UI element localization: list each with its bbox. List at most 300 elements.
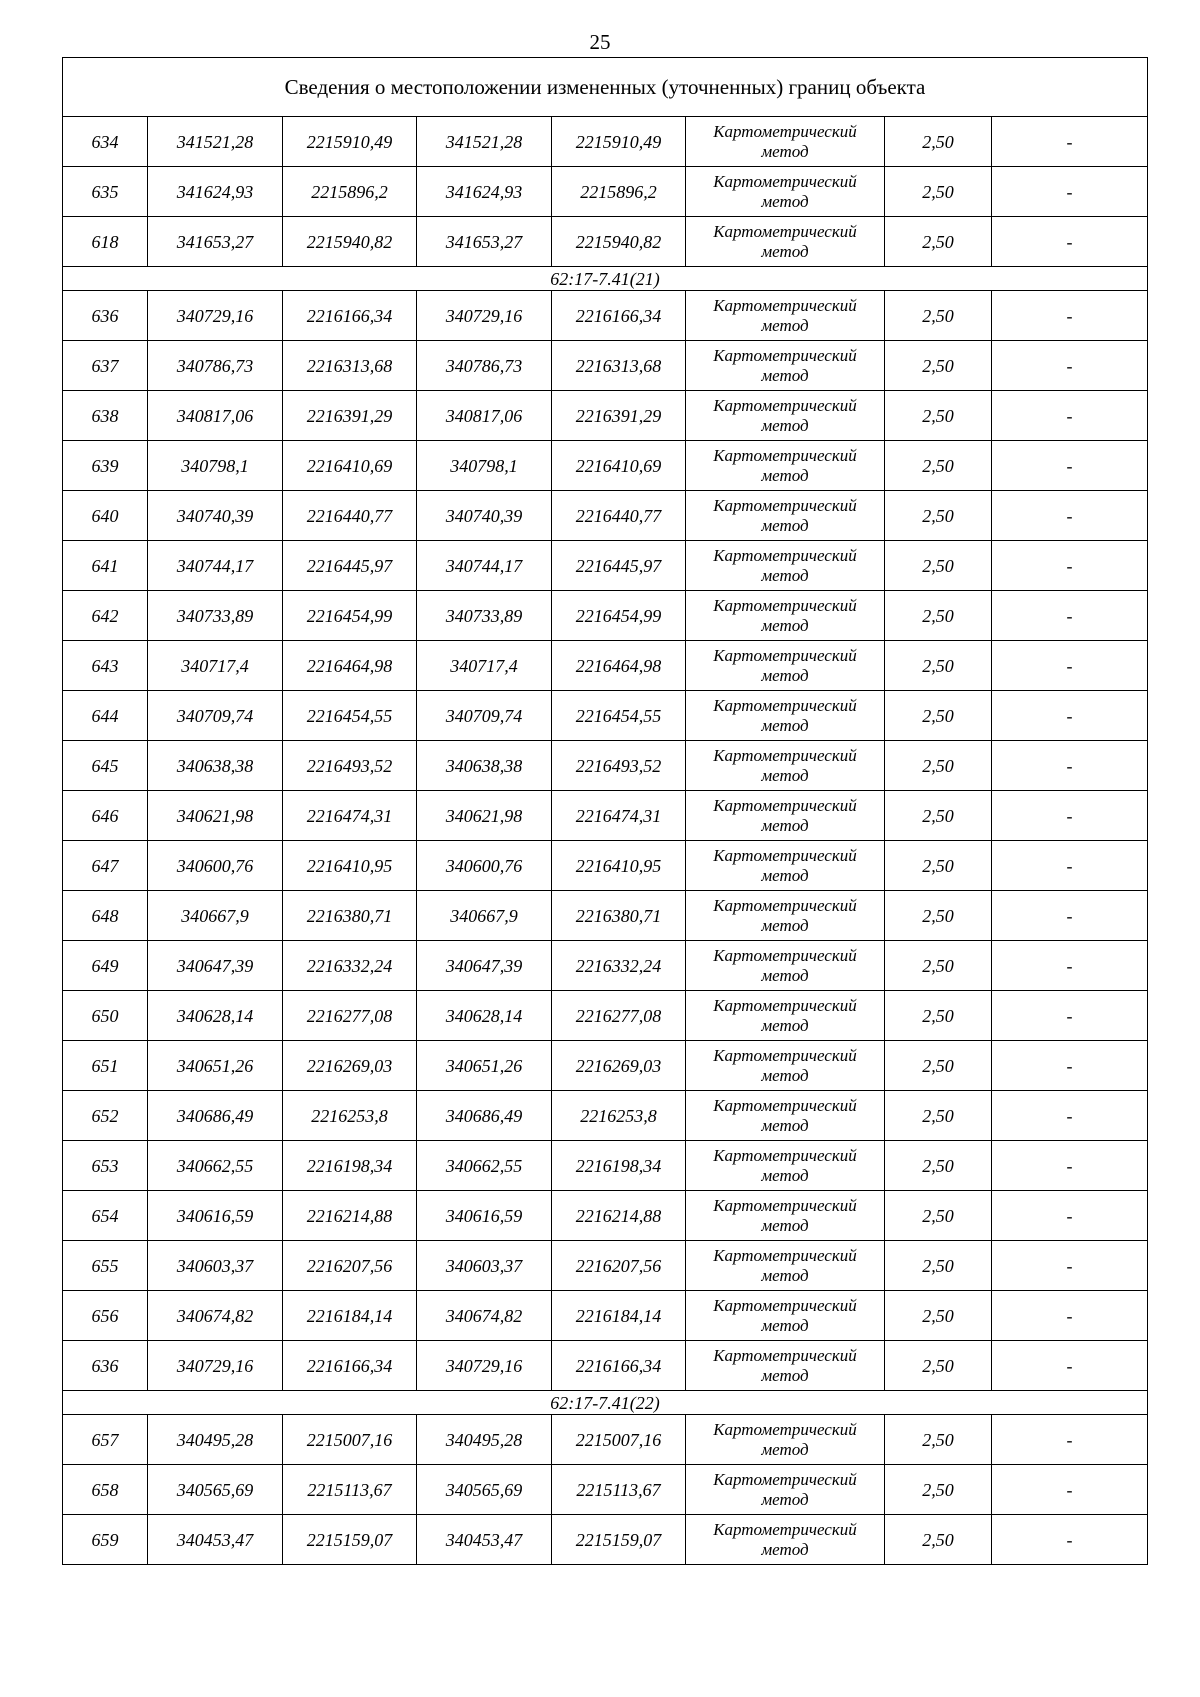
method-cell: [686, 1291, 885, 1341]
method-line-2: метод: [761, 665, 809, 685]
method-line-1: Картометрический: [713, 945, 857, 965]
method-line-1: Картометрический: [713, 845, 857, 865]
table-row: [63, 1465, 1148, 1515]
method-cell: [686, 1241, 885, 1291]
table-row: [63, 1341, 1148, 1391]
y-new-cell: 2216184,14: [552, 1291, 686, 1341]
x-new-cell: 340662,55: [417, 1141, 552, 1191]
y-old-cell: 2216253,8: [283, 1091, 417, 1141]
y-old-cell: 2216198,34: [283, 1141, 417, 1191]
method-line-1: Картометрический: [713, 295, 857, 315]
y-new-cell: 2216493,52: [552, 741, 686, 791]
x-old-cell: 340600,76: [148, 841, 283, 891]
y-old-cell: 2215113,67: [283, 1465, 417, 1515]
table-row: [63, 1191, 1148, 1241]
method-cell: [686, 691, 885, 741]
y-new-cell: 2215159,07: [552, 1515, 686, 1565]
x-old-cell: 340621,98: [148, 791, 283, 841]
table-row: [63, 991, 1148, 1041]
description-cell: -: [992, 1041, 1148, 1091]
accuracy-cell: 2,50: [885, 1041, 992, 1091]
table-row: [63, 1415, 1148, 1465]
y-new-cell: 2216445,97: [552, 541, 686, 591]
point-number-cell: 649: [63, 941, 148, 991]
table-row: [63, 117, 1148, 167]
accuracy-cell: 2,50: [885, 1341, 992, 1391]
method-cell: [686, 1091, 885, 1141]
point-number-cell: 648: [63, 891, 148, 941]
accuracy-cell: 2,50: [885, 691, 992, 741]
point-number-cell: 635: [63, 167, 148, 217]
method-line-2: метод: [761, 565, 809, 585]
method-line-1: Картометрический: [713, 595, 857, 615]
description-cell: -: [992, 1091, 1148, 1141]
x-old-cell: 340638,38: [148, 741, 283, 791]
description-cell: -: [992, 841, 1148, 891]
description-cell: -: [992, 591, 1148, 641]
method-line-2: метод: [761, 1165, 809, 1185]
x-old-cell: 340786,73: [148, 341, 283, 391]
y-new-cell: 2216313,68: [552, 341, 686, 391]
table-row: [63, 1515, 1148, 1565]
description-cell: -: [992, 1415, 1148, 1465]
y-old-cell: 2216410,69: [283, 441, 417, 491]
method-line-1: Картометрический: [713, 545, 857, 565]
method-cell: [686, 941, 885, 991]
method-line-2: метод: [761, 1365, 809, 1385]
x-new-cell: 340600,76: [417, 841, 552, 891]
x-old-cell: 340453,47: [148, 1515, 283, 1565]
y-new-cell: 2216253,8: [552, 1091, 686, 1141]
y-old-cell: 2216454,55: [283, 691, 417, 741]
method-line-1: Картометрический: [713, 895, 857, 915]
x-new-cell: 340603,37: [417, 1241, 552, 1291]
method-line-1: Картометрический: [713, 1469, 857, 1489]
description-cell: -: [992, 441, 1148, 491]
method-line-1: Картометрический: [713, 1245, 857, 1265]
description-cell: -: [992, 1291, 1148, 1341]
description-cell: -: [992, 167, 1148, 217]
method-line-1: Картометрический: [713, 645, 857, 665]
x-new-cell: 340674,82: [417, 1291, 552, 1341]
x-old-cell: 340603,37: [148, 1241, 283, 1291]
table-row: [63, 291, 1148, 341]
table-row: [63, 541, 1148, 591]
x-new-cell: 340717,4: [417, 641, 552, 691]
method-cell: [686, 1041, 885, 1091]
table-row: [63, 167, 1148, 217]
y-new-cell: 2216207,56: [552, 1241, 686, 1291]
y-old-cell: 2216391,29: [283, 391, 417, 441]
accuracy-cell: 2,50: [885, 791, 992, 841]
accuracy-cell: 2,50: [885, 1415, 992, 1465]
method-cell: [686, 391, 885, 441]
method-line-2: метод: [761, 815, 809, 835]
x-old-cell: 340733,89: [148, 591, 283, 641]
y-new-cell: 2216440,77: [552, 491, 686, 541]
table-row: [63, 1141, 1148, 1191]
point-number-cell: 636: [63, 1341, 148, 1391]
x-old-cell: 340651,26: [148, 1041, 283, 1091]
table-row: [63, 1041, 1148, 1091]
y-old-cell: 2216313,68: [283, 341, 417, 391]
point-number-cell: 655: [63, 1241, 148, 1291]
x-new-cell: 341624,93: [417, 167, 552, 217]
method-line-1: Картометрический: [713, 1519, 857, 1539]
x-old-cell: 340628,14: [148, 991, 283, 1041]
x-old-cell: 340729,16: [148, 291, 283, 341]
y-new-cell: 2216454,55: [552, 691, 686, 741]
y-old-cell: 2215910,49: [283, 117, 417, 167]
y-new-cell: 2216454,99: [552, 591, 686, 641]
method-line-2: метод: [761, 965, 809, 985]
accuracy-cell: 2,50: [885, 991, 992, 1041]
method-line-2: метод: [761, 1315, 809, 1335]
table-row: [63, 741, 1148, 791]
y-old-cell: 2216166,34: [283, 291, 417, 341]
y-new-cell: 2215896,2: [552, 167, 686, 217]
point-number-cell: 651: [63, 1041, 148, 1091]
description-cell: -: [992, 1341, 1148, 1391]
point-number-cell: 618: [63, 217, 148, 267]
method-line-2: метод: [761, 1215, 809, 1235]
method-cell: [686, 791, 885, 841]
method-cell: [686, 491, 885, 541]
method-line-1: Картометрический: [713, 395, 857, 415]
table-row: [63, 691, 1148, 741]
section-header-row: [63, 1391, 1148, 1415]
section-label: 62:17-7.41(22): [63, 1391, 1148, 1415]
y-old-cell: 2216380,71: [283, 891, 417, 941]
method-line-2: метод: [761, 315, 809, 335]
y-new-cell: 2216269,03: [552, 1041, 686, 1091]
x-new-cell: 340495,28: [417, 1415, 552, 1465]
y-old-cell: 2216454,99: [283, 591, 417, 641]
method-line-1: Картометрический: [713, 745, 857, 765]
y-old-cell: 2216440,77: [283, 491, 417, 541]
method-line-2: метод: [761, 715, 809, 735]
x-old-cell: 340616,59: [148, 1191, 283, 1241]
point-number-cell: 637: [63, 341, 148, 391]
method-line-1: Картометрический: [713, 1095, 857, 1115]
y-old-cell: 2216207,56: [283, 1241, 417, 1291]
point-number-cell: 650: [63, 991, 148, 1041]
x-old-cell: 340798,1: [148, 441, 283, 491]
y-new-cell: 2215113,67: [552, 1465, 686, 1515]
y-new-cell: 2216166,34: [552, 291, 686, 341]
x-new-cell: 340817,06: [417, 391, 552, 441]
y-old-cell: 2215159,07: [283, 1515, 417, 1565]
method-cell: [686, 1415, 885, 1465]
method-cell: [686, 991, 885, 1041]
method-line-1: Картометрический: [713, 1345, 857, 1365]
method-line-2: метод: [761, 1489, 809, 1509]
x-old-cell: 340729,16: [148, 1341, 283, 1391]
table-row: [63, 591, 1148, 641]
y-old-cell: 2216166,34: [283, 1341, 417, 1391]
accuracy-cell: 2,50: [885, 167, 992, 217]
y-old-cell: 2216269,03: [283, 1041, 417, 1091]
section-label: 62:17-7.41(21): [63, 267, 1148, 291]
method-cell: [686, 591, 885, 641]
accuracy-cell: 2,50: [885, 441, 992, 491]
point-number-cell: 643: [63, 641, 148, 691]
description-cell: -: [992, 891, 1148, 941]
description-cell: -: [992, 391, 1148, 441]
table-row: [63, 1241, 1148, 1291]
method-line-2: метод: [761, 1439, 809, 1459]
method-line-1: Картометрический: [713, 1195, 857, 1215]
y-old-cell: 2216493,52: [283, 741, 417, 791]
accuracy-cell: 2,50: [885, 541, 992, 591]
point-number-cell: 645: [63, 741, 148, 791]
accuracy-cell: 2,50: [885, 217, 992, 267]
y-new-cell: 2216214,88: [552, 1191, 686, 1241]
y-old-cell: 2216445,97: [283, 541, 417, 591]
method-line-2: метод: [761, 615, 809, 635]
x-old-cell: 340817,06: [148, 391, 283, 441]
y-old-cell: 2216214,88: [283, 1191, 417, 1241]
x-new-cell: 340740,39: [417, 491, 552, 541]
x-new-cell: 340729,16: [417, 291, 552, 341]
y-new-cell: 2215940,82: [552, 217, 686, 267]
x-new-cell: 340733,89: [417, 591, 552, 641]
method-cell: [686, 167, 885, 217]
x-new-cell: 340709,74: [417, 691, 552, 741]
method-cell: [686, 117, 885, 167]
table-row: [63, 1291, 1148, 1341]
method-cell: [686, 341, 885, 391]
method-cell: [686, 1141, 885, 1191]
accuracy-cell: 2,50: [885, 891, 992, 941]
accuracy-cell: 2,50: [885, 1191, 992, 1241]
method-cell: [686, 217, 885, 267]
description-cell: -: [992, 691, 1148, 741]
method-cell: [686, 891, 885, 941]
method-line-2: метод: [761, 191, 809, 211]
table-row: [63, 641, 1148, 691]
method-line-2: метод: [761, 365, 809, 385]
table-row: [63, 441, 1148, 491]
method-line-1: Картометрический: [713, 1419, 857, 1439]
description-cell: -: [992, 1515, 1148, 1565]
x-old-cell: 340647,39: [148, 941, 283, 991]
x-new-cell: 340638,38: [417, 741, 552, 791]
y-new-cell: 2216410,95: [552, 841, 686, 891]
method-line-2: метод: [761, 141, 809, 161]
accuracy-cell: 2,50: [885, 1241, 992, 1291]
coordinates-table: [62, 57, 1148, 1565]
point-number-cell: 641: [63, 541, 148, 591]
y-new-cell: 2215007,16: [552, 1415, 686, 1465]
method-cell: [686, 441, 885, 491]
accuracy-cell: 2,50: [885, 591, 992, 641]
method-cell: [686, 1515, 885, 1565]
y-old-cell: 2216332,24: [283, 941, 417, 991]
method-line-1: Картометрический: [713, 1045, 857, 1065]
description-cell: -: [992, 291, 1148, 341]
method-line-1: Картометрический: [713, 121, 857, 141]
point-number-cell: 657: [63, 1415, 148, 1465]
method-line-1: Картометрический: [713, 171, 857, 191]
description-cell: -: [992, 341, 1148, 391]
method-line-2: метод: [761, 1539, 809, 1559]
method-line-2: метод: [761, 865, 809, 885]
table-row: [63, 341, 1148, 391]
table-row: [63, 841, 1148, 891]
point-number-cell: 659: [63, 1515, 148, 1565]
point-number-cell: 642: [63, 591, 148, 641]
y-new-cell: 2216410,69: [552, 441, 686, 491]
method-line-2: метод: [761, 515, 809, 535]
y-old-cell: 2216277,08: [283, 991, 417, 1041]
method-cell: [686, 1465, 885, 1515]
y-old-cell: 2216184,14: [283, 1291, 417, 1341]
point-number-cell: 647: [63, 841, 148, 891]
point-number-cell: 639: [63, 441, 148, 491]
description-cell: -: [992, 741, 1148, 791]
y-new-cell: 2216277,08: [552, 991, 686, 1041]
table-row: [63, 1091, 1148, 1141]
accuracy-cell: 2,50: [885, 1291, 992, 1341]
x-old-cell: 340744,17: [148, 541, 283, 591]
point-number-cell: 636: [63, 291, 148, 341]
x-new-cell: 340616,59: [417, 1191, 552, 1241]
table-row: [63, 941, 1148, 991]
method-line-1: Картометрический: [713, 445, 857, 465]
x-new-cell: 340744,17: [417, 541, 552, 591]
x-new-cell: 340621,98: [417, 791, 552, 841]
accuracy-cell: 2,50: [885, 1465, 992, 1515]
x-new-cell: 340628,14: [417, 991, 552, 1041]
point-number-cell: 640: [63, 491, 148, 541]
x-old-cell: 340709,74: [148, 691, 283, 741]
method-cell: [686, 741, 885, 791]
accuracy-cell: 2,50: [885, 641, 992, 691]
x-old-cell: 341653,27: [148, 217, 283, 267]
point-number-cell: 646: [63, 791, 148, 841]
table-row: [63, 891, 1148, 941]
x-old-cell: 340565,69: [148, 1465, 283, 1515]
x-new-cell: 340453,47: [417, 1515, 552, 1565]
x-new-cell: 340798,1: [417, 441, 552, 491]
method-cell: [686, 1191, 885, 1241]
description-cell: -: [992, 1141, 1148, 1191]
description-cell: -: [992, 1241, 1148, 1291]
x-new-cell: 340647,39: [417, 941, 552, 991]
y-new-cell: 2215910,49: [552, 117, 686, 167]
y-new-cell: 2216198,34: [552, 1141, 686, 1191]
method-line-1: Картометрический: [713, 995, 857, 1015]
description-cell: -: [992, 791, 1148, 841]
x-new-cell: 340686,49: [417, 1091, 552, 1141]
table-title-row: [63, 58, 1148, 117]
description-cell: -: [992, 1191, 1148, 1241]
accuracy-cell: 2,50: [885, 741, 992, 791]
table-row: [63, 791, 1148, 841]
x-old-cell: 340662,55: [148, 1141, 283, 1191]
point-number-cell: 644: [63, 691, 148, 741]
table-row: [63, 391, 1148, 441]
method-line-1: Картометрический: [713, 221, 857, 241]
section-header-row: [63, 267, 1148, 291]
method-line-1: Картометрический: [713, 1145, 857, 1165]
accuracy-cell: 2,50: [885, 391, 992, 441]
x-new-cell: 341653,27: [417, 217, 552, 267]
accuracy-cell: 2,50: [885, 291, 992, 341]
description-cell: -: [992, 991, 1148, 1041]
description-cell: -: [992, 541, 1148, 591]
method-line-1: Картометрический: [713, 795, 857, 815]
accuracy-cell: 2,50: [885, 1515, 992, 1565]
y-new-cell: 2216332,24: [552, 941, 686, 991]
description-cell: -: [992, 941, 1148, 991]
accuracy-cell: 2,50: [885, 341, 992, 391]
x-new-cell: 340729,16: [417, 1341, 552, 1391]
y-old-cell: 2216464,98: [283, 641, 417, 691]
point-number-cell: 652: [63, 1091, 148, 1141]
x-old-cell: 341624,93: [148, 167, 283, 217]
point-number-cell: 638: [63, 391, 148, 441]
x-old-cell: 340495,28: [148, 1415, 283, 1465]
method-cell: [686, 541, 885, 591]
y-new-cell: 2216474,31: [552, 791, 686, 841]
point-number-cell: 653: [63, 1141, 148, 1191]
method-line-2: метод: [761, 915, 809, 935]
x-new-cell: 340565,69: [417, 1465, 552, 1515]
method-line-2: метод: [761, 1115, 809, 1135]
y-old-cell: 2216474,31: [283, 791, 417, 841]
x-new-cell: 341521,28: [417, 117, 552, 167]
method-line-2: метод: [761, 1015, 809, 1035]
x-new-cell: 340786,73: [417, 341, 552, 391]
description-cell: -: [992, 117, 1148, 167]
method-cell: [686, 841, 885, 891]
accuracy-cell: 2,50: [885, 841, 992, 891]
page-number: 25: [589, 30, 611, 54]
accuracy-cell: 2,50: [885, 1141, 992, 1191]
x-old-cell: 340717,4: [148, 641, 283, 691]
method-line-2: метод: [761, 465, 809, 485]
y-old-cell: 2215007,16: [283, 1415, 417, 1465]
x-old-cell: 340667,9: [148, 891, 283, 941]
method-cell: [686, 1341, 885, 1391]
y-new-cell: 2216166,34: [552, 1341, 686, 1391]
y-new-cell: 2216380,71: [552, 891, 686, 941]
table-row: [63, 491, 1148, 541]
accuracy-cell: 2,50: [885, 941, 992, 991]
method-line-1: Картометрический: [713, 695, 857, 715]
x-old-cell: 341521,28: [148, 117, 283, 167]
x-old-cell: 340740,39: [148, 491, 283, 541]
description-cell: -: [992, 217, 1148, 267]
point-number-cell: 656: [63, 1291, 148, 1341]
description-cell: -: [992, 1465, 1148, 1515]
x-old-cell: 340686,49: [148, 1091, 283, 1141]
y-old-cell: 2215896,2: [283, 167, 417, 217]
table-row: [63, 217, 1148, 267]
point-number-cell: 654: [63, 1191, 148, 1241]
y-old-cell: 2215940,82: [283, 217, 417, 267]
description-cell: -: [992, 491, 1148, 541]
method-line-1: Картометрический: [713, 1295, 857, 1315]
accuracy-cell: 2,50: [885, 1091, 992, 1141]
y-new-cell: 2216464,98: [552, 641, 686, 691]
point-number-cell: 634: [63, 117, 148, 167]
table-title: Сведения о местоположении измененных (уточненных) границ объекта: [63, 58, 1148, 117]
method-line-1: Картометрический: [713, 345, 857, 365]
x-old-cell: 340674,82: [148, 1291, 283, 1341]
